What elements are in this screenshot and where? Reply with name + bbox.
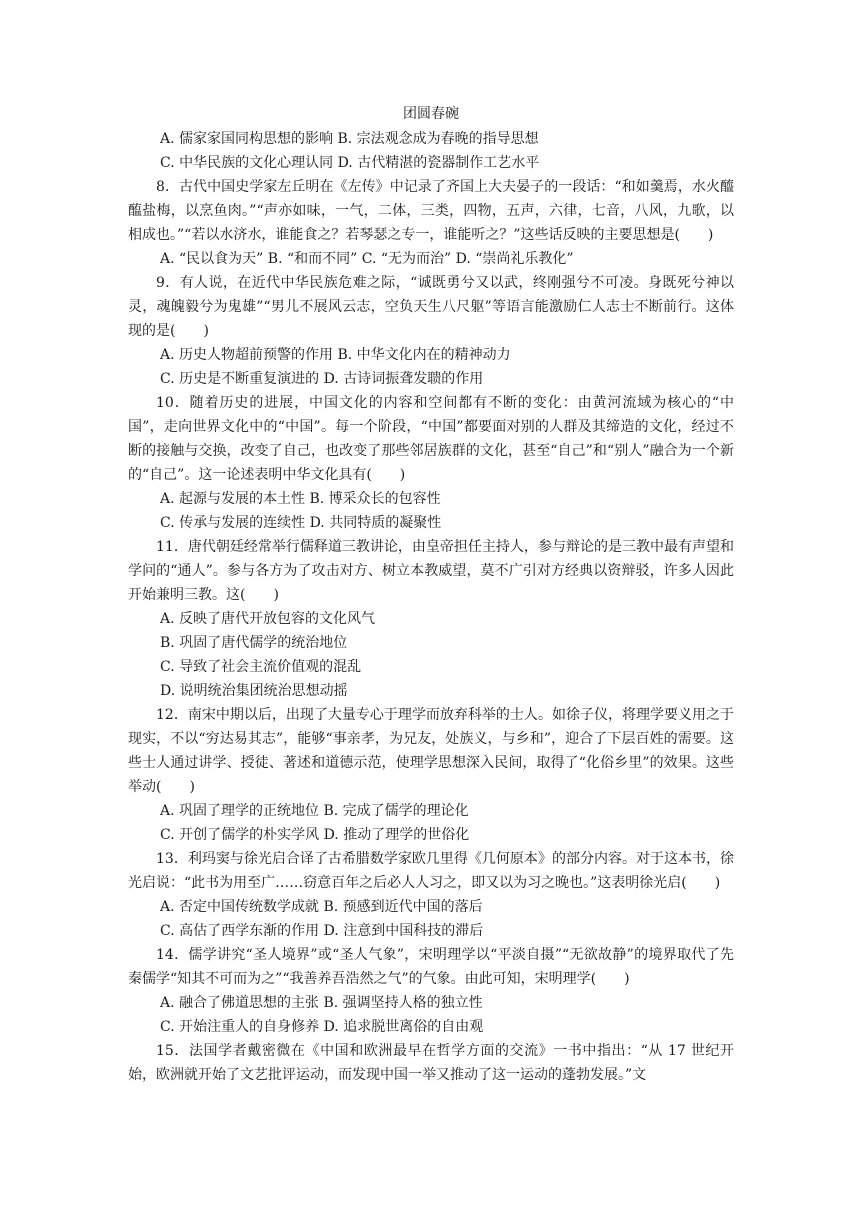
answer-option-line: A. 起源与发展的本土性 B. 博采众长的包容性 <box>160 491 441 507</box>
question-stem: 10．随着历史的进展，中国文化的内容和空间都有不断的变化：由黄河流域为核心的“中国”，走向世界文化中的“中国”。每一个阶段，“中国”都要面对别的人群及其缔造的文化，经过不断的接触与交换，改变了自己，也改变了那些邻居族群的文化，甚至“自己”和“别人”融合为一个新的“自己”。这一论述表明中华文化具有( ) <box>128 395 734 483</box>
answer-option-line: C. 开始注重人的自身修养 D. 追求脱世离俗的自由观 <box>160 1019 484 1035</box>
answer-option-line: B. 巩固了唐代儒学的统治地位 <box>160 635 348 651</box>
answer-option-line: A. 反映了唐代开放包容的文化风气 <box>160 611 376 627</box>
answer-option-line: A. 巩固了理学的正统地位 B. 完成了儒学的理论化 <box>160 803 469 819</box>
answer-option-line: C. 高估了西学东渐的作用 D. 注意到中国科技的滞后 <box>160 923 484 939</box>
answer-option-line: A. “民以食为天” B. “和而不同” C. “无为而治” D. “崇尚礼乐教化” <box>160 251 574 267</box>
question-stem: 12．南宋中期以后，出现了大量专心于理学而放弃科举的士人。如徐子仪，将理学要义用之于现实，不以“穷达易其志”，能够“事亲孝，为兄友，处族义，与乡和”，迎合了下层百姓的需要。这些士人通过讲学、授徒、著述和道德示范，使理学思想深入民间，取得了“化俗乡里”的效果。这些举动( ) <box>128 707 734 795</box>
document-body <box>128 102 734 1087</box>
heading-fragment: 团圆春碗 <box>403 106 459 122</box>
answer-option-line: C. 传承与发展的连续性 D. 共同特质的凝聚性 <box>160 515 442 531</box>
answer-option-line: C. 导致了社会主流价值观的混乱 <box>160 659 362 675</box>
answer-option-line: C. 开创了儒学的朴实学风 D. 推动了理学的世俗化 <box>160 827 470 843</box>
question-stem: 11．唐代朝廷经常举行儒释道三教讲论，由皇帝担任主持人，参与辩论的是三教中最有声望和学问的“通人”。参与各方为了攻击对方、树立本教威望，莫不广引对方经典以资辩驳，许多人因此开始兼明三教。这( ) <box>128 539 734 603</box>
answer-option-line: A. 否定中国传统数学成就 B. 预感到近代中国的落后 <box>160 899 483 915</box>
answer-option-line: A. 儒家家国同构思想的影响 B. 宗法观念成为春晚的指导思想 <box>160 131 539 147</box>
answer-option-line: A. 融合了佛道思想的主张 B. 强调坚持人格的独立性 <box>160 995 483 1011</box>
question-stem: 13．利玛窦与徐光启合译了古希腊数学家欧几里得《几何原本》的部分内容。对于这本书，徐光启说：“此书为用至广……窃意百年之后必人人习之，即又以为习之晚也。”这表明徐光启( ) <box>128 851 734 891</box>
question-stem: 9．有人说，在近代中华民族危难之际，“诚既勇兮又以武，终刚强兮不可凌。身既死兮神以灵，魂魄毅兮为鬼雄”“男儿不展风云志，空负天生八尺躯”等语言能激励仁人志士不断前行。这体现的是( ) <box>128 275 734 339</box>
question-list <box>128 127 734 1087</box>
answer-option-line: A. 历史人物超前预警的作用 B. 中华文化内在的精神动力 <box>160 347 511 363</box>
question-stem: 15．法国学者戴密微在《中国和欧洲最早在哲学方面的交流》一书中指出：“从 17 世纪开始，欧洲就开始了文艺批评运动，而发现中国一举又推动了这一运动的蓬勃发展。”文 <box>128 1043 734 1083</box>
answer-option-line: C. 中华民族的文化心理认同 D. 古代精湛的瓷器制作工艺水平 <box>160 155 540 171</box>
question-stem: 8．古代中国史学家左丘明在《左传》中记录了齐国上大夫晏子的一段话：“和如羹焉，水火醯醢盐梅，以烹鱼肉。”“声亦如味，一气，二体，三类，四物，五声，六律，七音，八风，九歌，以相成也。”“若以水济水，谁能食之？若琴瑟之专一，谁能听之？”这些话反映的主要思想是( ) <box>128 179 734 243</box>
question-stem: 14．儒学讲究“圣人境界”或“圣人气象”，宋明理学以“平淡自摄”“无欲故静”的境界取代了先秦儒学“知其不可而为之”“我善养吾浩然之气”的气象。由此可知，宋明理学( ) <box>128 947 734 987</box>
answer-option-line: C. 历史是不断重复演进的 D. 古诗词振聋发聩的作用 <box>160 371 484 387</box>
answer-option-line: D. 说明统治集团统治思想动摇 <box>160 683 348 699</box>
